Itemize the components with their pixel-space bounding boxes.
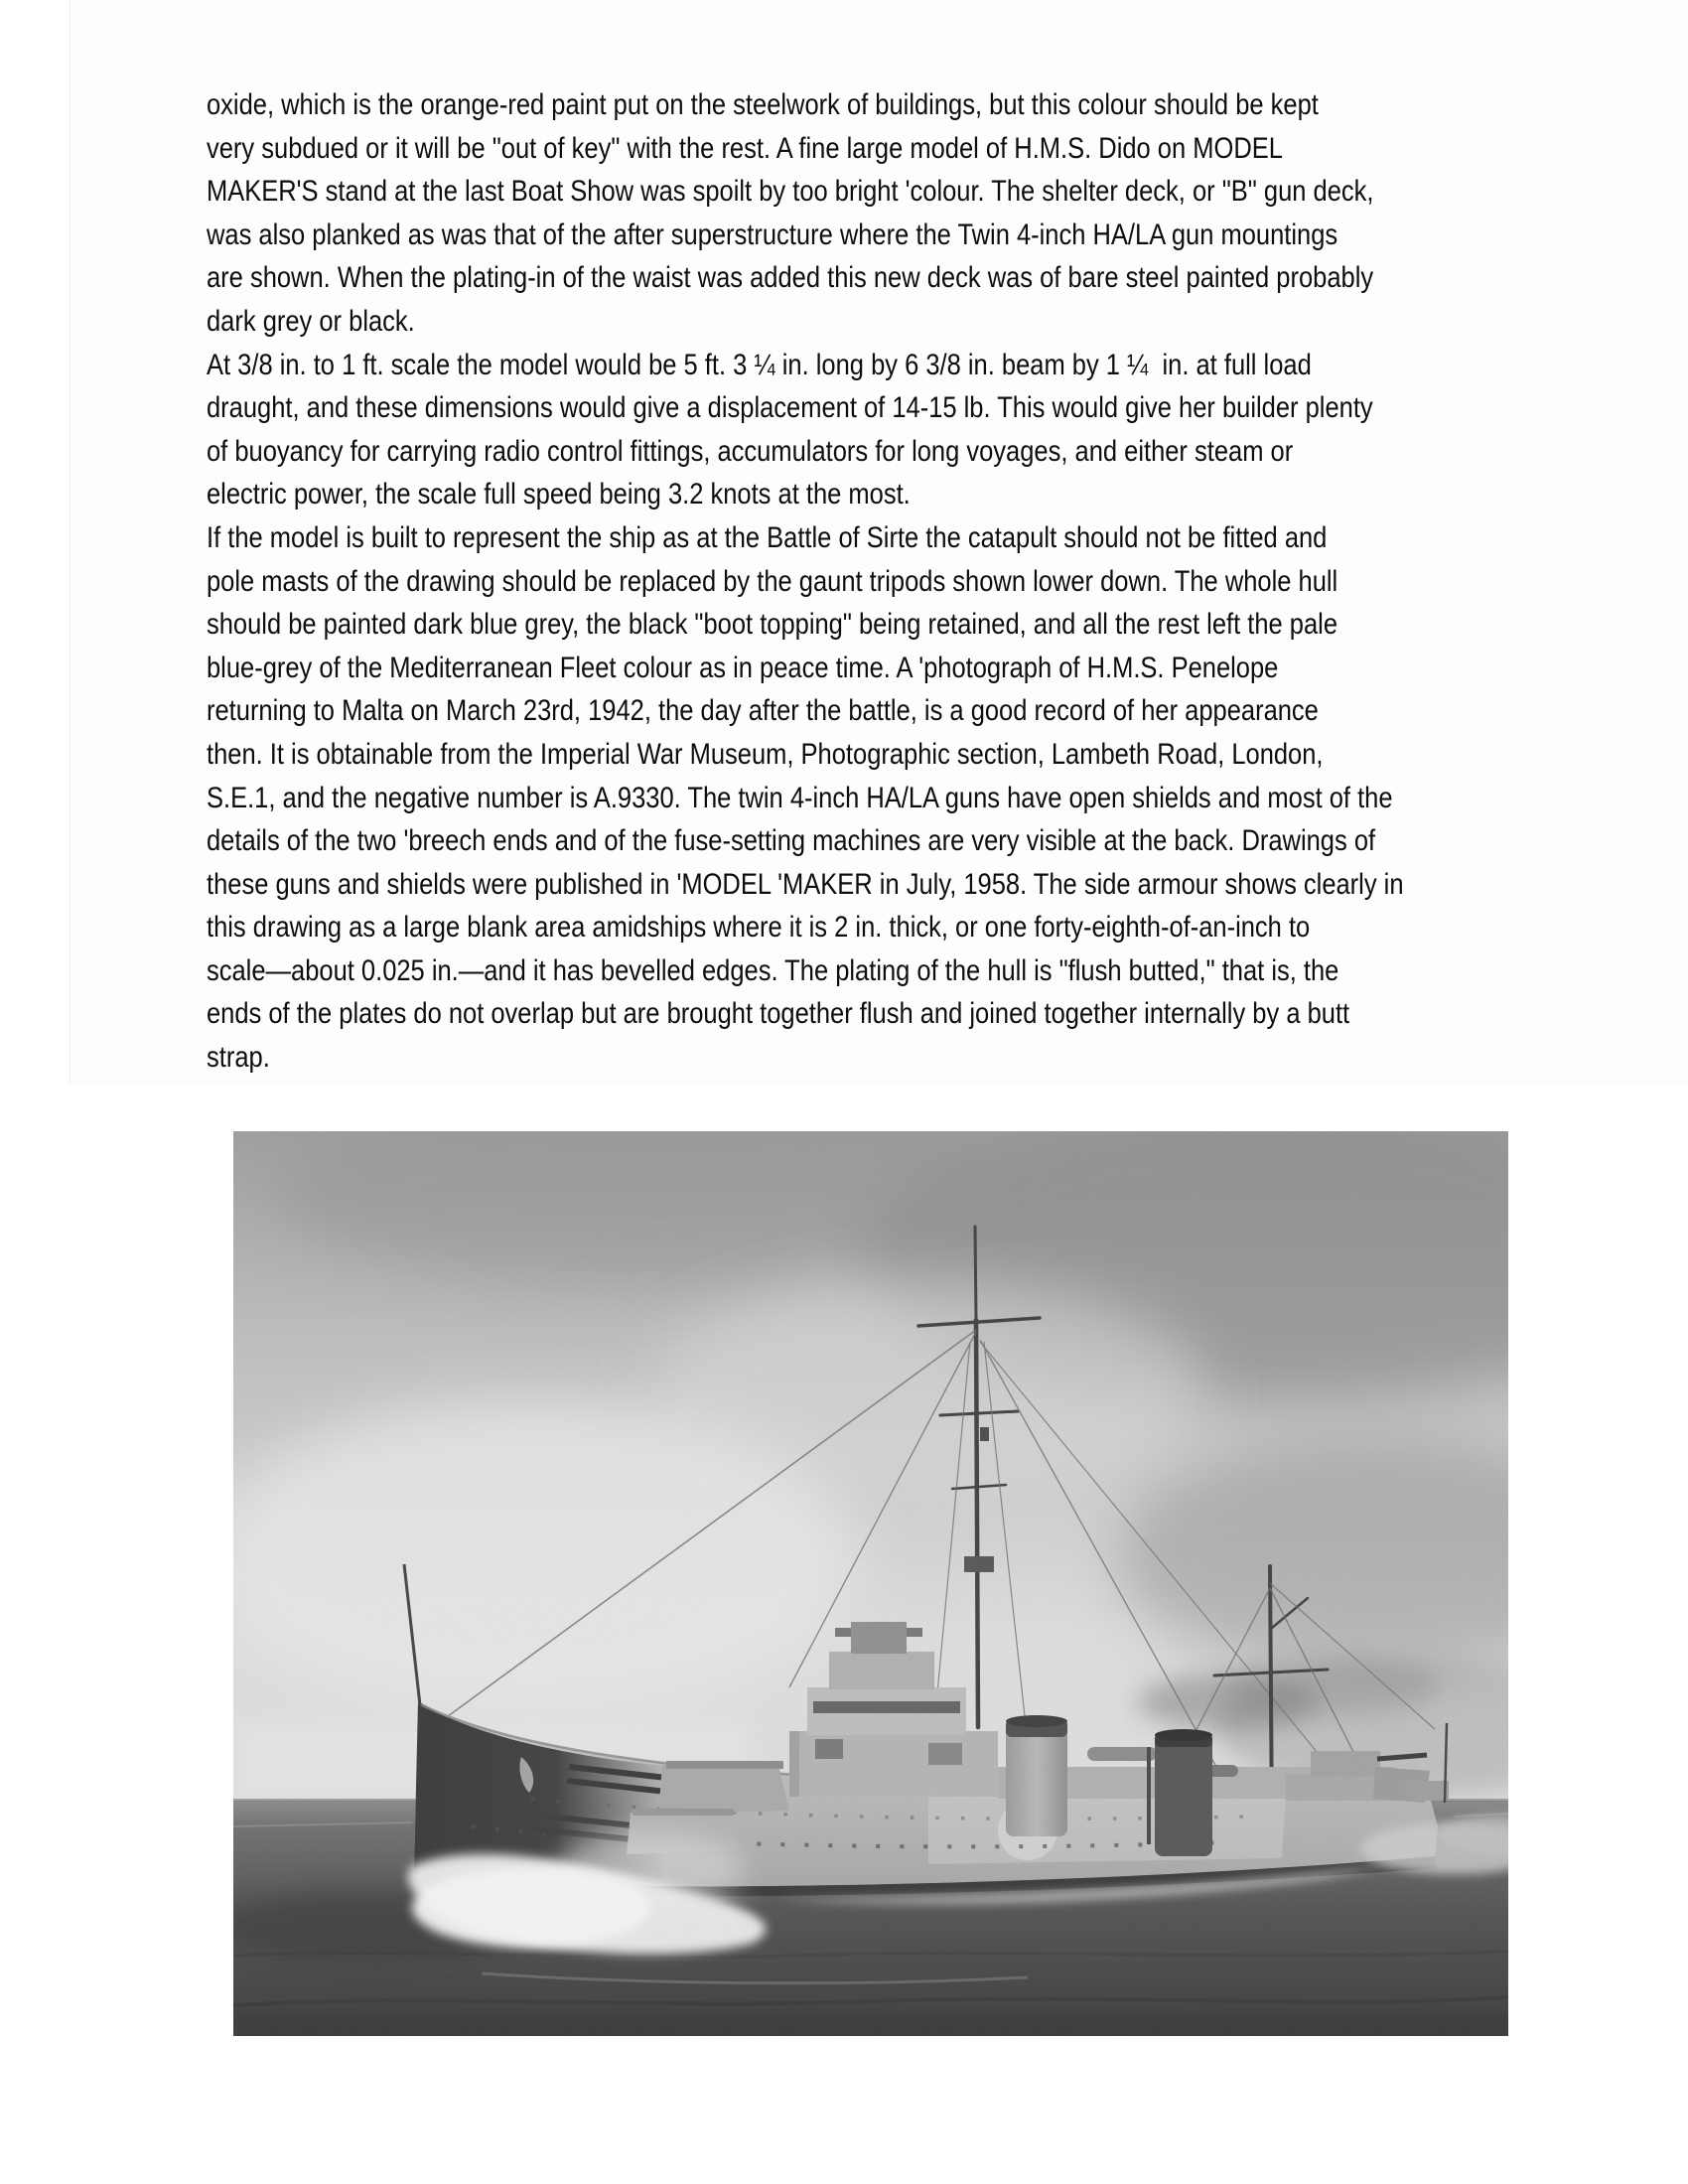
text-line: pole masts of the drawing should be replaced by the gaunt tripods shown lower down. The whole hull	[207, 564, 1338, 598]
text-line: scale—about 0.025 in.—and it has bevelled edges. The plating of the hull is "flush butted," that is, the	[207, 953, 1339, 987]
text-line: very subdued or it will be "out of key" with the rest. A fine large model of H.M.S. Dido on MODEL	[207, 131, 1283, 165]
photo-grain-overlay	[233, 1131, 1508, 2036]
text-line: these guns and shields were published in 'MODEL 'MAKER in July, 1958. The side armour shows clearly in	[207, 867, 1404, 901]
paragraph	[207, 83, 1497, 344]
text-line: ends of the plates do not overlap but are brought together flush and joined together internally by a butt	[207, 997, 1350, 1031]
text-line: At 3/8 in. to 1 ft. scale the model would be 5 ft. 3 ¼ in. long by 6 3/8 in. beam by 1 ¼ in. at full load	[207, 348, 1312, 381]
text-line: of buoyancy for carrying radio control fittings, accumulators for long voyages, and either steam or	[207, 434, 1294, 468]
text-line: dark grey or black.	[207, 304, 415, 338]
text-line: strap.	[207, 1041, 270, 1075]
paragraph	[207, 344, 1497, 516]
text-line: was also planked as was that of the after superstructure where the Twin 4-inch HA/LA gun mountings	[207, 218, 1338, 251]
text-line: this drawing as a large blank area amidships where it is 2 in. thick, or one forty-eighth-of-an-inch to	[207, 911, 1311, 945]
text-line: then. It is obtainable from the Imperial War Museum, Photographic section, Lambeth Road, London,	[207, 737, 1324, 771]
ship-photograph	[233, 1131, 1508, 2036]
text-line: MAKER'S stand at the last Boat Show was spoilt by too bright 'colour. The shelter deck, or "B" gun deck,	[207, 175, 1374, 209]
text-line: S.E.1, and the negative number is A.9330. The twin 4-inch HA/LA guns have open shields and most of the	[207, 781, 1393, 814]
text-line: draught, and these dimensions would give a displacement of 14-15 lb. This would give her builder plenty	[207, 391, 1373, 425]
text-line: If the model is built to represent the ship as at the Battle of Sirte the catapult should not be fitted and	[207, 520, 1328, 554]
article-text	[207, 83, 1497, 1080]
text-line: should be painted dark blue grey, the black "boot topping" being retained, and all the rest left the pale	[207, 608, 1337, 642]
text-line: details of the two 'breech ends and of the fuse-setting machines are very visible at the back. Drawings of	[207, 824, 1376, 858]
text-line: electric power, the scale full speed being 3.2 knots at the most.	[207, 478, 911, 511]
paragraph	[207, 516, 1497, 1080]
text-line: blue-grey of the Mediterranean Fleet colour as in peace time. A 'photograph of H.M.S. Penelope	[207, 651, 1279, 684]
text-line: oxide, which is the orange-red paint put on the steelwork of buildings, but this colour should be kept	[207, 88, 1319, 121]
text-line: are shown. When the plating-in of the waist was added this new deck was of bare steel painted probably	[207, 261, 1374, 295]
text-line: returning to Malta on March 23rd, 1942, the day after the battle, is a good record of her appearance	[207, 694, 1319, 728]
ship-photo-illustration	[233, 1131, 1508, 2036]
